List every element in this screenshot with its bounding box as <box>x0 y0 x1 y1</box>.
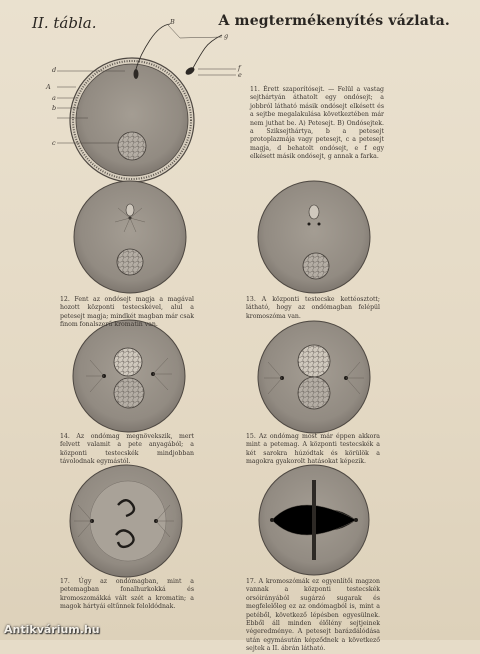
label-c: c <box>52 139 56 147</box>
label-d: d <box>52 66 57 74</box>
caption-17: 17. A kromoszómák ez egyenlítői magzon vannak a központi testecskék orsóirányából sugárzó sugarak és megfelelőleg ez az ondómagból is, mint a petéből, következő lépésben egyesülnek. Ebből áll minden élőlény sejtjeinek végeredménye. A petesejt barázdálódása után egymásután képződnek a következő sejtek a II. ábrán látható. <box>246 578 380 653</box>
label-g: g <box>224 32 229 40</box>
label-a: a <box>52 94 56 102</box>
caption-12: 12. Fent az ondósejt magja a magával hozott központi testecskével, alul a petesejt magja; mindkét magban már csak finom fonalszerű kromatin van. <box>60 296 194 329</box>
figure-15-cell <box>258 321 370 433</box>
label-b: b <box>52 104 57 112</box>
caption-16: 17. Úgy az ondómagban, mint a petemagban fonalhurkokká és kromoszomákká vált szét a kromatin; a magok hártyái eltűnnek feloldódnak. <box>60 578 194 611</box>
label-e: e <box>238 71 242 79</box>
plate-title: A megtermékenyítés vázlata. <box>218 13 450 29</box>
plate-number: II. tábla. <box>32 14 97 32</box>
figure-17-cell <box>259 465 369 575</box>
label-A: A <box>46 83 51 91</box>
figure-16-cell <box>70 465 182 577</box>
caption-11: 11. Érett szaporítósejt. — Felül a vastag sejthártyán áthatolt egy ondósejt; a jobbról látható másik ondósejt elkésett és a sejtbe megalakulása következtében már nem juthat be. A) Petesejt. B) Ondósejtek. a Sziksejthártya, b a petesejt protoplazmája vagy petesejt, c a petesejt magja, d behatolt ondósejt, e f egy elkésett másik ondósejt, g annak a farka. <box>250 86 384 161</box>
watermark: Antikvárium.hu <box>4 623 100 636</box>
label-B: B <box>170 18 175 26</box>
figure-13-cell <box>258 181 370 293</box>
label-f: f <box>238 64 241 72</box>
caption-14: 14. Az ondómag megnövekszik, mert felvett valamit a pete anyagából; a központi testecskék mindjobban távolodnak egymástól. <box>60 433 194 466</box>
figure-11-egg-cell <box>57 24 236 182</box>
caption-15: 15. Az ondómag most már éppen akkora mint a petemag. A központi testecskék a két sarokra húzódtak és körülök a magokra gyakorolt hatásokat képezik. <box>246 433 380 466</box>
figure-12-cell <box>74 181 186 293</box>
figure-14-cell <box>73 320 185 432</box>
caption-13: 13. A központi testecske kettéosztott; látható, hogy az ondómagban felépül kromoszóma van. <box>246 296 380 320</box>
